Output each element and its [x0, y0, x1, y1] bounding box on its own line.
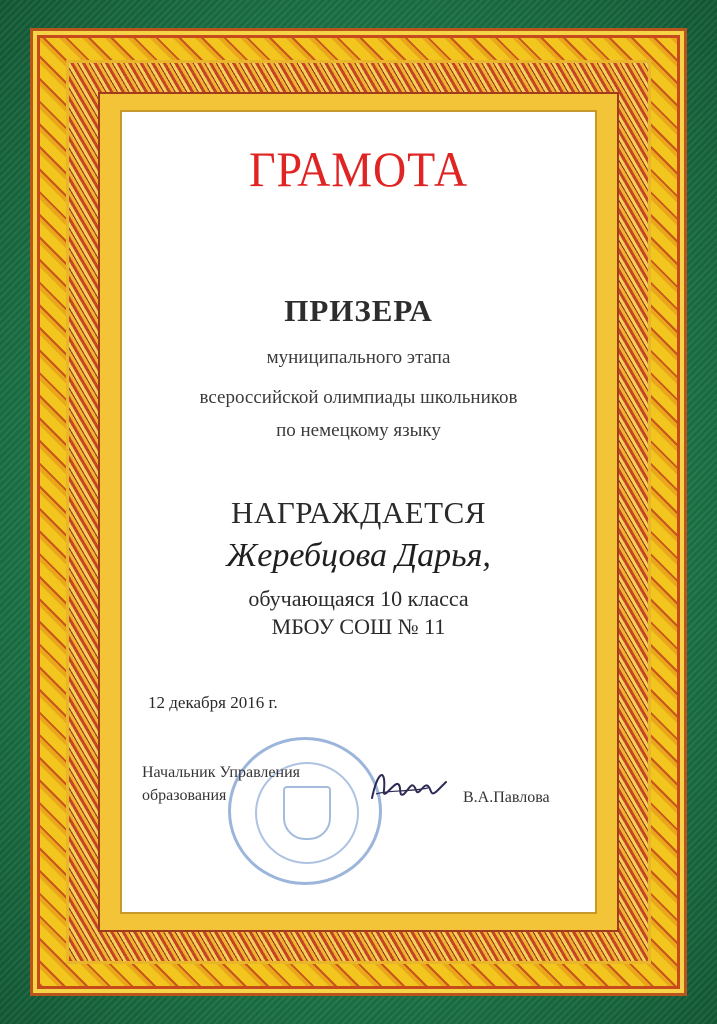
description-line-1: муниципального этапа	[266, 347, 451, 368]
official-stamp	[228, 737, 382, 885]
description-line-3: по немецкому языку	[276, 420, 441, 441]
certificate-title: ГРАМОТА	[248, 141, 469, 197]
signatory-role-line-1: Начальник Управления	[142, 764, 300, 781]
handwritten-signature	[368, 760, 448, 810]
issue-date: 12 декабря 2016 г.	[148, 693, 278, 712]
awarded-label: НАГРАЖДАЕТСЯ	[231, 495, 486, 530]
grade-line: обучающаяся 10 класса	[248, 586, 469, 611]
certificate-subtitle: ПРИЗЕРА	[284, 293, 433, 328]
recipient-name: Жеребцова Дарья,	[226, 537, 491, 574]
description-line-2: всероссийской олимпиады школьников	[199, 387, 518, 408]
school-line: МБОУ СОШ № 11	[271, 614, 446, 639]
stamp-emblem-icon	[283, 786, 331, 840]
signatory-role-line-2: образования	[142, 787, 227, 804]
signatory-name: В.А.Павлова	[463, 789, 550, 806]
